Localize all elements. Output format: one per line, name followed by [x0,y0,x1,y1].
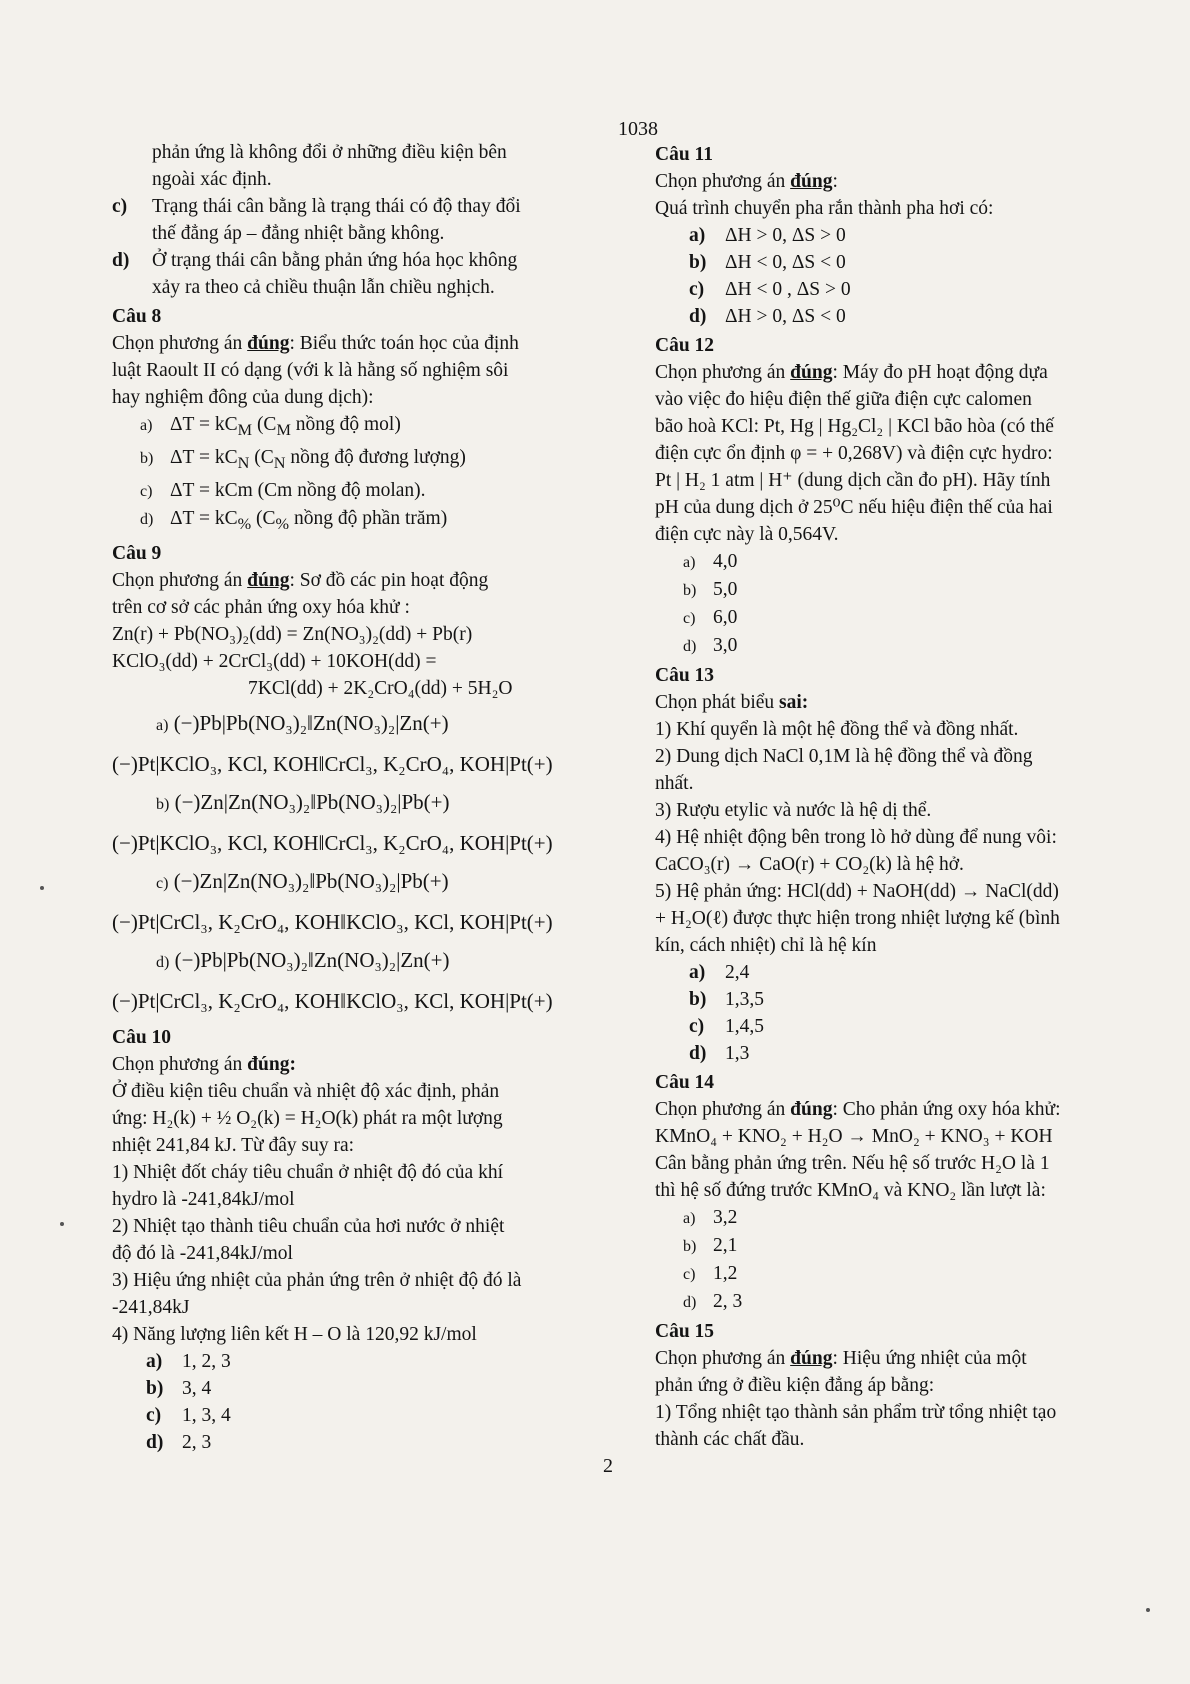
question-13-option-d: d) 1,3 [689,1043,750,1064]
question-15-title: Câu 15 [655,1321,715,1342]
question-13-option-a: a) 2,4 [689,962,750,983]
left-column: phản ứng là không đổi ở những điều kiện bên ngoài xác định. c) Trạng thái cân bằng là trạng thái có độ thay đổi thế đẳng áp – đẳng nhiệt bằng không. d) Ở trạng thái cân bằng phản ứng hóa học không xảy ra theo cả chiều thuận lẫn chiều nghịch. Câu 8 Chọn phương án đúng: Biểu thức toán học của định luật Raoult II có dạng (với k là hằng số nghiệm sôi hay nghiệm đông của dung dịch): a) $\Delta T = kC_M$ ($C_M$ nồng độ mol) b) $\Delta T = kC_N$ ($C_N$ nồng độ đương lượng) c) ΔT = kCm (Cm nồng độ molan). d) $\Delta T = kC_{\%}$ ($C_{\%}$ nồng độ phần trăm) Câu 9 Chọn phương án đúng: Sơ đồ các pin hoạt động trên cơ sở các phản ứng oxy hóa khử : Zn(r) + Pb(NO₃)₂(dd) = Zn(NO₃)₂(dd) + Pb(r) KClO₃(dd) + 2CrCl₃(dd) + 10KOH(dd) = 7KCl(dd) + 2K₂CrO₄(dd) + 5H₂O a) (−)Pb|Pb(NO₃)₂‖Zn(NO₃)₂|Zn(+) (−)Pt|KClO₃, KCl, KOH‖CrCl₃, K₂CrO₄, KOH|Pt(+) b) (−)Zn|Zn(NO₃)₂‖Pb(NO₃)₂|Pb(+) (−)Pt|KClO₃, KCl, KOH‖CrCl₃, K₂CrO₄, KOH|Pt(+) c) (−)Zn|Zn(NO₃)₂‖Pb(NO₃)₂|Pb(+) (−)Pt|CrCl₃, K₂CrO₄, KOH‖KClO₃, KCl, KOH|Pt(+) d) (−)Pb|Pb(NO₃)₂‖Zn(NO₃)₂|Zn(+) (−)Pt|CrCl₃, K₂CrO₄, KOH‖KClO₃, KCl, KOH|Pt(+) Câu 10 Chọn phương án đúng: Ở điều kiện tiêu chuẩn và nhiệt độ xác định, phản ứng: H₂(k) + ½ O₂(k) = H₂O(k) phát ra một lượng nhiệt 241,84 kJ. Từ đây suy ra: 1) Nhiệt đốt cháy tiêu chuẩn ở nhiệt độ đó của khí hydro là -241,84kJ/mol 2) Nhiệt tạo thành tiêu chuẩn của hơi nước ở nhiệt độ đó là -241,84kJ/mol 3) Hiệu ứng nhiệt của phản ứng trên ở nhiệt độ đó là -241,84kJ 4) Năng lượng liên kết H – O là 120,92 kJ/mol a) 1, 2, 3 b) 3, 4 c) 1, 3, 4 d) 2, 3 [112,139,622,1456]
question-9-title: Câu 9 [112,542,162,564]
question-9-option-a: a) (−)Pb|Pb(NO₃)₂‖Zn(NO₃)₂|Zn(+) (−)Pt|KClO₃, KCl, KOH‖CrCl₃, K₂CrO₄, KOH|Pt(+) [112,710,553,776]
question-14-option-c: c) 1,2 [683,1263,738,1284]
scan-speck [60,1222,64,1226]
question-11-option-d: d) ΔH > 0, ΔS < 0 [689,306,846,327]
question-11-option-c: c) ΔH < 0 , ΔS > 0 [689,279,851,300]
question-8-option-d: d) $\Delta T = kC_{\%}$ ($C_{\%}$ nồng độ phần trăm) [140,507,448,533]
question-10-title: Câu 10 [112,1026,172,1048]
question-9-equation-2: KClO₃(dd) + 2CrCl₃(dd) + 10KOH(dd) = [112,650,437,672]
question-8-option-c: c) ΔT = kCm (Cm nồng độ molan). [140,479,426,501]
right-column: Câu 11 Chọn phương án đúng: Quá trình chuyển pha rắn thành pha hơi có: a) ΔH > 0, ΔS > 0 b) ΔH < 0, ΔS < 0 c) ΔH < 0 , ΔS > 0 d) ΔH > 0, ΔS < 0 Câu 12 Chọn phương án đúng: Máy đo pH hoạt động dựa vào việc đo hiệu điện thế giữa điện cực calomen bão hoà KCl: Pt, Hg | Hg₂Cl₂ | KCl bão hòa (có thế điện cực ổn định φ = + 0,268V) và điện cực hydro: Pt | H₂ 1 atm | H⁺ (dung dịch cần đo pH). Hãy tính pH của dung dịch ở 25⁰C nếu hiệu điện thế của hai điện cực này là 0,564V. a) 4,0 b) 5,0 c) 6,0 d) 3,0 Câu 13 Chọn phát biểu sai: 1) Khí quyển là một hệ đồng thể và đồng nhất. 2) Dung dịch NaCl 0,1M là hệ đồng thể và đồng nhất. 3) Rượu etylic và nước là hệ dị thể. 4) Hệ nhiệt động bên trong lò hở dùng để nung vôi: CaCO₃(r) → CaO(r) + CO₂(k) là hệ hở. 5) Hệ phản ứng: HCl(dd) + NaOH(dd) → NaCl(dd) + H₂O(ℓ) được thực hiện trong nhiệt lượng kế (bình kín, cách nhiệt) chỉ là hệ kín a) 2,4 b) 1,3,5 c) 1,4,5 d) 1,3 Câu 14 Chọn phương án đúng: Cho phản ứng oxy hóa khử: KMnO₄ + KNO₂ + H₂O → MnO₂ + KNO₃ + KOH Cân bằng phản ứng trên. Nếu hệ số trước H₂O là 1 thì hệ số đứng trước KMnO₄ và KNO₂ lần lượt là: a) 3,2 b) 2,1 c) 1,2 d) 2, 3 Câu 15 Chọn phương án đúng: Hiệu ứng nhiệt của một phản ứng ở điều kiện đẳng áp bằng: 1) Tổng nhiệt tạo thành sản phẩm trừ tổng nhiệt tạo thành các chất đầu. [655,139,1135,1453]
question-12-option-a: a) 4,0 [683,551,738,572]
scan-speck [1146,1608,1150,1612]
question-12-option-b: b) 5,0 [683,579,738,600]
question-11-option-b: b) ΔH < 0, ΔS < 0 [689,252,846,273]
question-14-title: Câu 14 [655,1072,715,1093]
intro-item-d: d) Ở trạng thái cân bằng phản ứng hóa học không xảy ra theo cả chiều thuận lẫn chiều nghịch. [112,250,518,298]
question-11-option-a: a) ΔH > 0, ΔS > 0 [689,225,846,246]
question-8-title: Câu 8 [112,306,162,327]
page-number-bottom: 2 [603,1455,613,1477]
question-9-option-d: d) (−)Pb|Pb(NO₃)₂‖Zn(NO₃)₂|Zn(+) (−)Pt|CrCl₃, K₂CrO₄, KOH‖KClO₃, KCl, KOH|Pt(+) [112,947,553,1013]
scan-speck [40,886,44,890]
question-15-prompt: Chọn phương án đúng: Hiệu ứng nhiệt của một [655,1348,1027,1369]
question-10-option-c: c) 1, 3, 4 [146,1404,231,1426]
question-13-option-b: b) 1,3,5 [689,989,764,1010]
question-10-option-d: d) 2, 3 [146,1431,212,1453]
question-12-option-d: d) 3,0 [683,635,738,656]
question-14-option-d: d) 2, 3 [683,1291,743,1312]
intro-item-c: c) Trạng thái cân bằng là trạng thái có độ thay đổi thế đẳng áp – đẳng nhiệt bằng không. [112,196,521,244]
question-10-option-a: a) 1, 2, 3 [146,1350,231,1372]
question-9-prompt: Chọn phương án đúng: Sơ đồ các pin hoạt động [112,569,489,591]
question-8-prompt: Chọn phương án đúng: Biểu thức toán học của định [112,333,519,354]
question-14-prompt: Chọn phương án đúng: Cho phản ứng oxy hóa khử: [655,1099,1061,1120]
question-10-option-b: b) 3, 4 [146,1377,212,1399]
intro-text: phản ứng là không đổi ở những điều kiện bên ngoài xác định. [152,142,507,190]
question-8-option-a: a) $\Delta T = kC_M$ ($C_M$ nồng độ mol) [140,414,401,439]
question-10-prompt: Chọn phương án đúng: [112,1053,296,1075]
question-13-prompt: Chọn phát biểu sai: [655,692,809,713]
page-number-top: 1038 [618,118,658,140]
question-9-option-b: b) (−)Zn|Zn(NO₃)₂‖Pb(NO₃)₂|Pb(+) (−)Pt|KClO₃, KCl, KOH‖CrCl₃, K₂CrO₄, KOH|Pt(+) [112,789,553,855]
question-9-option-c: c) (−)Zn|Zn(NO₃)₂‖Pb(NO₃)₂|Pb(+) (−)Pt|CrCl₃, K₂CrO₄, KOH‖KClO₃, KCl, KOH|Pt(+) [112,868,553,934]
question-9-equation-1: Zn(r) + Pb(NO₃)₂(dd) = Zn(NO₃)₂(dd) + Pb(r) [112,623,473,645]
question-12-option-c: c) 6,0 [683,607,738,628]
question-13-option-c: c) 1,4,5 [689,1016,764,1037]
question-12-title: Câu 12 [655,335,715,356]
question-14-option-b: b) 2,1 [683,1235,738,1256]
question-12-prompt: Chọn phương án đúng: Máy đo pH hoạt động dựa [655,362,1048,383]
question-11-title: Câu 11 [655,144,713,165]
question-13-title: Câu 13 [655,665,715,686]
question-11-prompt: Chọn phương án đúng: [655,171,838,192]
question-14-option-a: a) 3,2 [683,1207,738,1228]
question-8-option-b: b) $\Delta T = kC_N$ ($C_N$ nồng độ đương lượng) [140,446,466,472]
